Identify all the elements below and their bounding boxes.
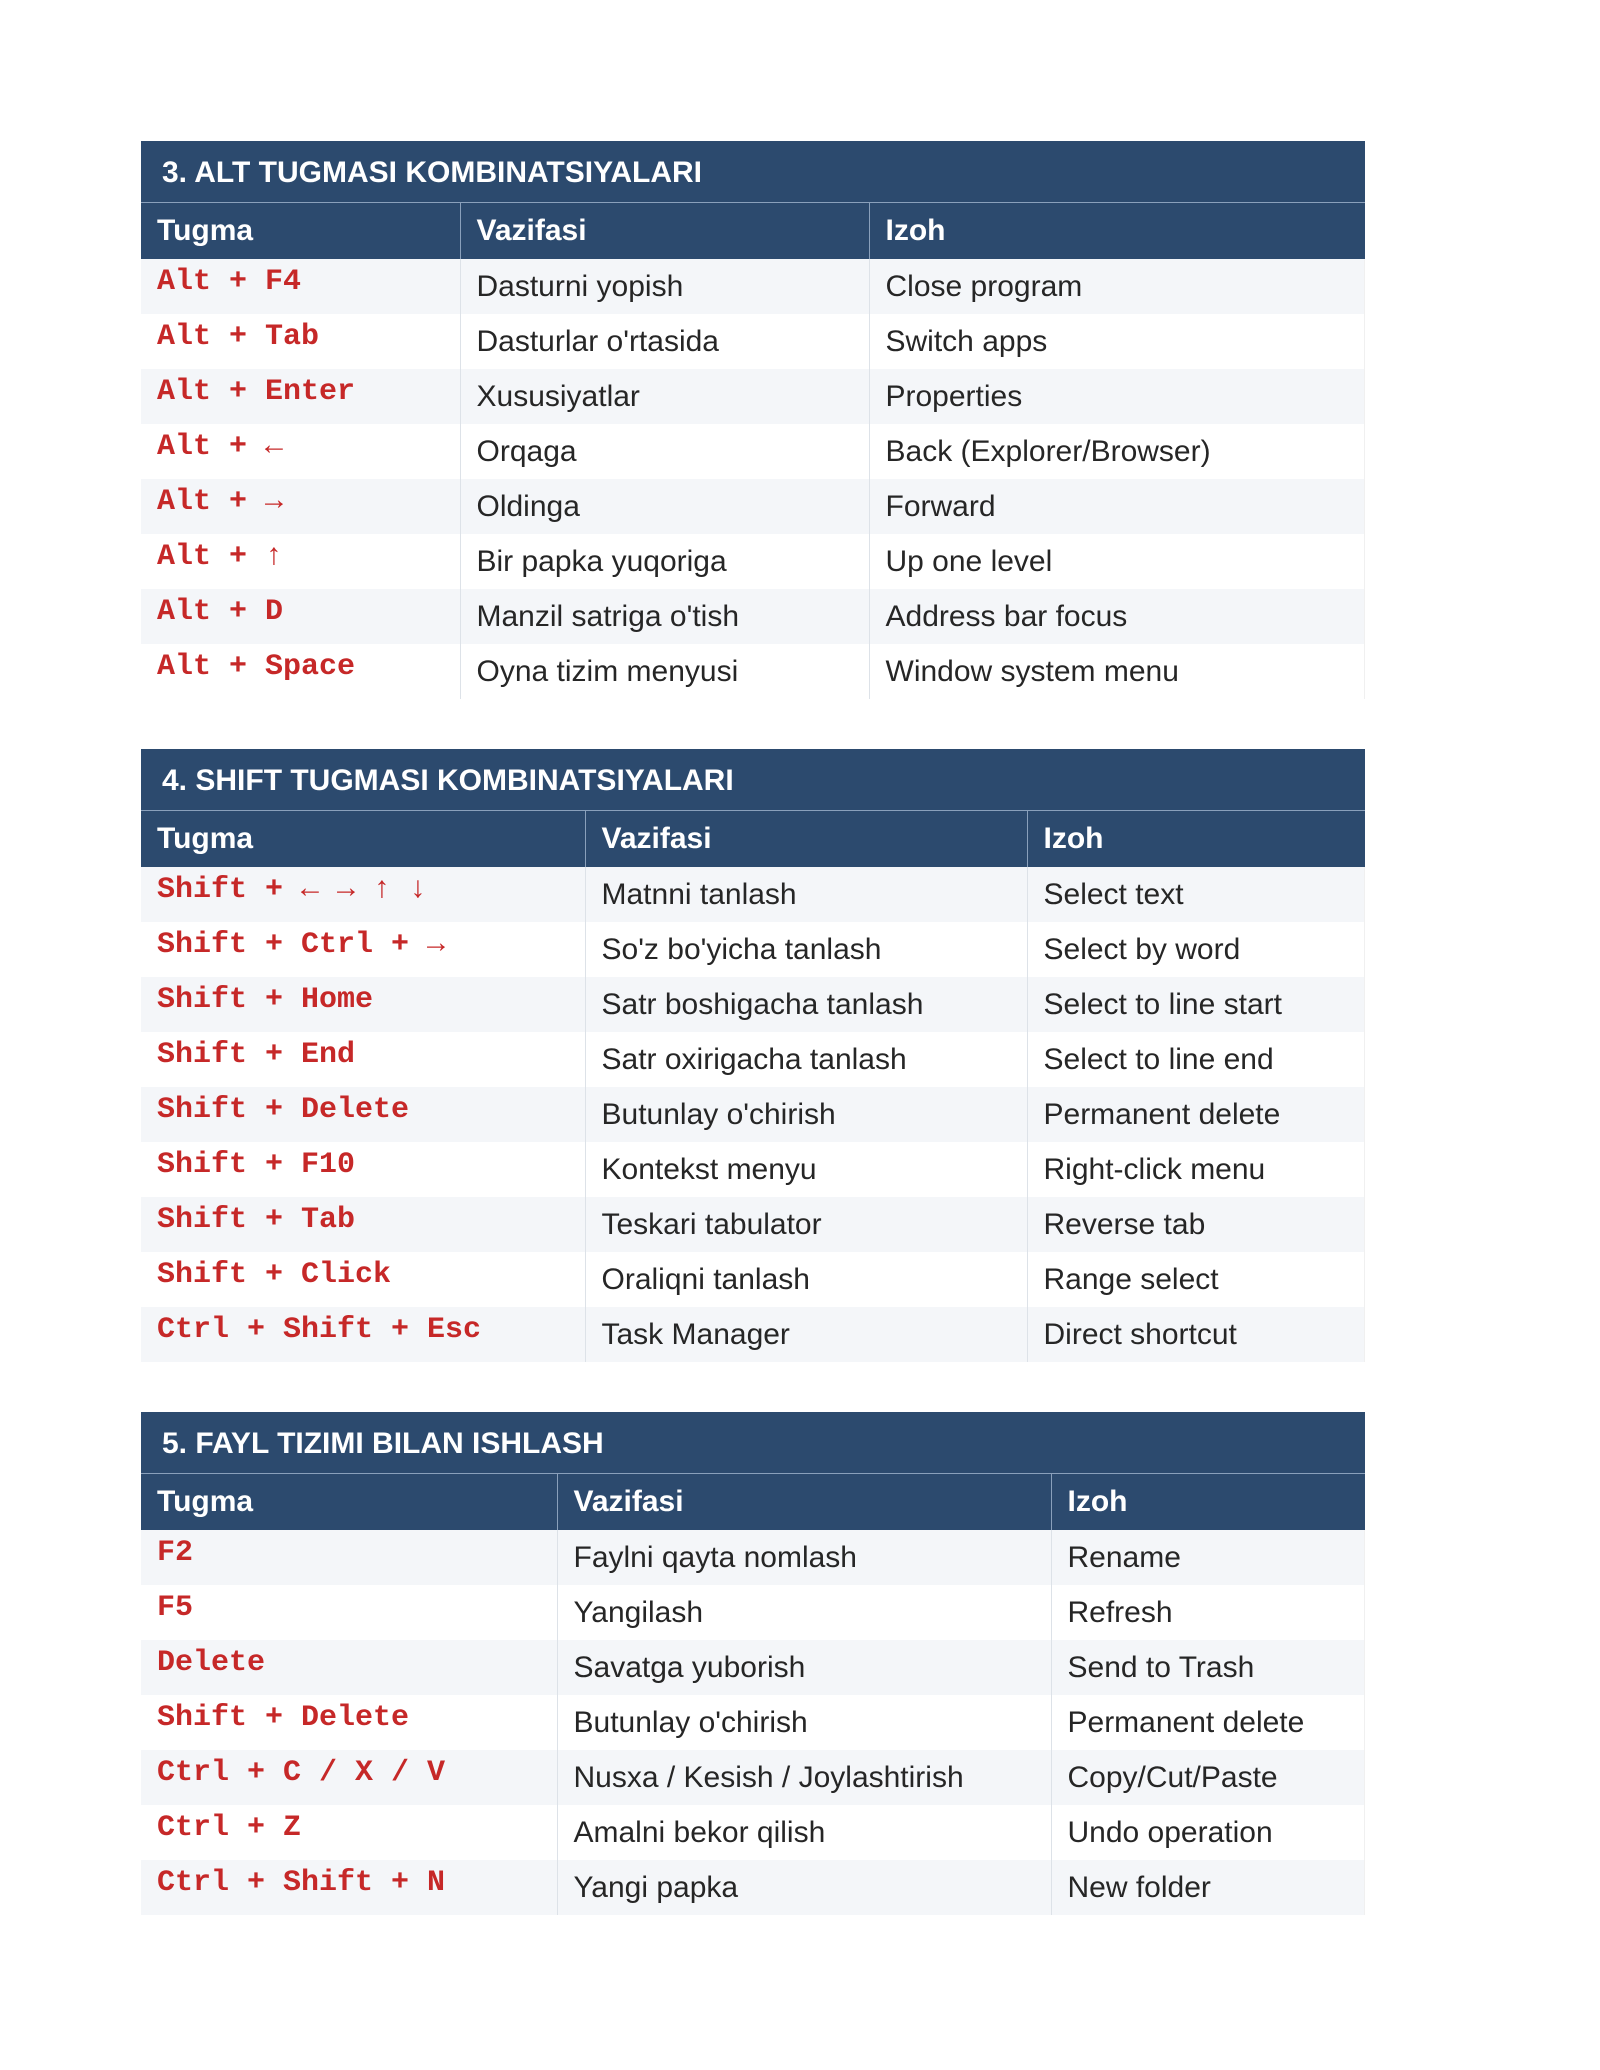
- section-shift-combinations: [141, 749, 1365, 1362]
- column-header-key: Tugma: [141, 1474, 557, 1530]
- shortcut-note: Window system menu: [869, 644, 1365, 699]
- shortcut-note: Permanent delete: [1051, 1695, 1365, 1750]
- shortcut-key: Alt + ↑: [141, 534, 460, 589]
- table-row: [141, 1750, 1365, 1805]
- shortcut-note: Select to line start: [1027, 977, 1365, 1032]
- shortcut-function: Nusxa / Kesish / Joylashtirish: [557, 1750, 1051, 1805]
- column-header-note: Izoh: [869, 203, 1365, 259]
- section-title: 3. ALT TUGMASI KOMBINATSIYALARI: [141, 141, 1365, 203]
- shortcut-function: Task Manager: [585, 1307, 1027, 1362]
- shortcut-note: Properties: [869, 369, 1365, 424]
- shortcut-function: Satr oxirigacha tanlash: [585, 1032, 1027, 1087]
- shortcut-note: Direct shortcut: [1027, 1307, 1365, 1362]
- shortcut-key: Ctrl + Shift + N: [141, 1860, 557, 1915]
- column-header-note: Izoh: [1051, 1474, 1365, 1530]
- section-alt-combinations: [141, 141, 1365, 699]
- table-header-row: [141, 811, 1365, 867]
- shortcut-note: Copy/Cut/Paste: [1051, 1750, 1365, 1805]
- shortcut-note: Permanent delete: [1027, 1087, 1365, 1142]
- shortcut-note: Right-click menu: [1027, 1142, 1365, 1197]
- shortcut-function: Yangi papka: [557, 1860, 1051, 1915]
- shortcut-note: Switch apps: [869, 314, 1365, 369]
- table-row: [141, 589, 1365, 644]
- shortcut-function: Oraliqni tanlash: [585, 1252, 1027, 1307]
- shortcut-note: Send to Trash: [1051, 1640, 1365, 1695]
- table-row: [141, 1805, 1365, 1860]
- table-row: [141, 424, 1365, 479]
- shortcut-note: Select to line end: [1027, 1032, 1365, 1087]
- shortcut-function: Kontekst menyu: [585, 1142, 1027, 1197]
- shortcut-key: F5: [141, 1585, 557, 1640]
- shortcut-note: Range select: [1027, 1252, 1365, 1307]
- shortcut-function: So'z bo'yicha tanlash: [585, 922, 1027, 977]
- shortcut-note: New folder: [1051, 1860, 1365, 1915]
- table-row: [141, 1307, 1365, 1362]
- shortcut-table: [141, 1474, 1365, 1915]
- shortcut-note: Select by word: [1027, 922, 1365, 977]
- table-row: [141, 922, 1365, 977]
- section-file-system: [141, 1412, 1365, 1915]
- table-row: [141, 259, 1365, 314]
- shortcut-function: Dasturni yopish: [460, 259, 869, 314]
- shortcut-note: Reverse tab: [1027, 1197, 1365, 1252]
- shortcut-function: Xususiyatlar: [460, 369, 869, 424]
- shortcut-note: Undo operation: [1051, 1805, 1365, 1860]
- shortcut-key: Shift + Delete: [141, 1087, 585, 1142]
- shortcut-function: Satr boshigacha tanlash: [585, 977, 1027, 1032]
- shortcut-note: Forward: [869, 479, 1365, 534]
- section-title: 5. FAYL TIZIMI BILAN ISHLASH: [141, 1412, 1365, 1474]
- shortcut-key: Alt + F4: [141, 259, 460, 314]
- shortcut-key: Shift + End: [141, 1032, 585, 1087]
- shortcut-key: Alt + →: [141, 479, 460, 534]
- shortcut-function: Oyna tizim menyusi: [460, 644, 869, 699]
- table-row: [141, 1640, 1365, 1695]
- shortcut-function: Orqaga: [460, 424, 869, 479]
- table-row: [141, 1530, 1365, 1585]
- shortcut-table: [141, 811, 1365, 1362]
- shortcut-key: Alt + Tab: [141, 314, 460, 369]
- shortcut-note: Address bar focus: [869, 589, 1365, 644]
- table-row: [141, 1087, 1365, 1142]
- table-row: [141, 644, 1365, 699]
- shortcut-key: Shift + ← → ↑ ↓: [141, 867, 585, 922]
- shortcut-function: Matnni tanlash: [585, 867, 1027, 922]
- shortcut-function: Faylni qayta nomlash: [557, 1530, 1051, 1585]
- shortcut-key: Ctrl + Shift + Esc: [141, 1307, 585, 1362]
- shortcut-key: Shift + Click: [141, 1252, 585, 1307]
- shortcut-function: Amalni bekor qilish: [557, 1805, 1051, 1860]
- shortcut-key: Shift + Home: [141, 977, 585, 1032]
- table-header-row: [141, 1474, 1365, 1530]
- table-row: [141, 479, 1365, 534]
- column-header-function: Vazifasi: [585, 811, 1027, 867]
- table-row: [141, 534, 1365, 589]
- column-header-key: Tugma: [141, 811, 585, 867]
- table-row: [141, 1197, 1365, 1252]
- table-row: [141, 867, 1365, 922]
- shortcut-function: Savatga yuborish: [557, 1640, 1051, 1695]
- shortcut-key: Alt + ←: [141, 424, 460, 479]
- shortcut-function: Dasturlar o'rtasida: [460, 314, 869, 369]
- shortcut-key: Alt + Space: [141, 644, 460, 699]
- shortcut-function: Butunlay o'chirish: [557, 1695, 1051, 1750]
- shortcut-key: Alt + Enter: [141, 369, 460, 424]
- table-row: [141, 1142, 1365, 1197]
- shortcut-function: Bir papka yuqoriga: [460, 534, 869, 589]
- column-header-function: Vazifasi: [460, 203, 869, 259]
- shortcut-key: Shift + Ctrl + →: [141, 922, 585, 977]
- section-title: 4. SHIFT TUGMASI KOMBINATSIYALARI: [141, 749, 1365, 811]
- shortcut-note: Close program: [869, 259, 1365, 314]
- table-row: [141, 314, 1365, 369]
- table-row: [141, 1032, 1365, 1087]
- shortcut-note: Select text: [1027, 867, 1365, 922]
- shortcut-key: Delete: [141, 1640, 557, 1695]
- shortcut-note: Up one level: [869, 534, 1365, 589]
- shortcut-function: Teskari tabulator: [585, 1197, 1027, 1252]
- shortcut-key: F2: [141, 1530, 557, 1585]
- table-row: [141, 977, 1365, 1032]
- table-row: [141, 1585, 1365, 1640]
- table-row: [141, 1695, 1365, 1750]
- table-row: [141, 369, 1365, 424]
- shortcut-function: Yangilash: [557, 1585, 1051, 1640]
- column-header-key: Tugma: [141, 203, 460, 259]
- table-row: [141, 1860, 1365, 1915]
- column-header-function: Vazifasi: [557, 1474, 1051, 1530]
- shortcut-function: Butunlay o'chirish: [585, 1087, 1027, 1142]
- shortcut-key: Shift + F10: [141, 1142, 585, 1197]
- table-row: [141, 1252, 1365, 1307]
- shortcut-key: Ctrl + C / X / V: [141, 1750, 557, 1805]
- column-header-note: Izoh: [1027, 811, 1365, 867]
- shortcut-key: Shift + Tab: [141, 1197, 585, 1252]
- shortcut-key: Shift + Delete: [141, 1695, 557, 1750]
- shortcut-note: Refresh: [1051, 1585, 1365, 1640]
- shortcut-key: Alt + D: [141, 589, 460, 644]
- shortcut-function: Manzil satriga o'tish: [460, 589, 869, 644]
- shortcut-key: Ctrl + Z: [141, 1805, 557, 1860]
- shortcut-note: Rename: [1051, 1530, 1365, 1585]
- table-header-row: [141, 203, 1365, 259]
- shortcut-function: Oldinga: [460, 479, 869, 534]
- shortcut-note: Back (Explorer/Browser): [869, 424, 1365, 479]
- shortcut-table: [141, 203, 1365, 699]
